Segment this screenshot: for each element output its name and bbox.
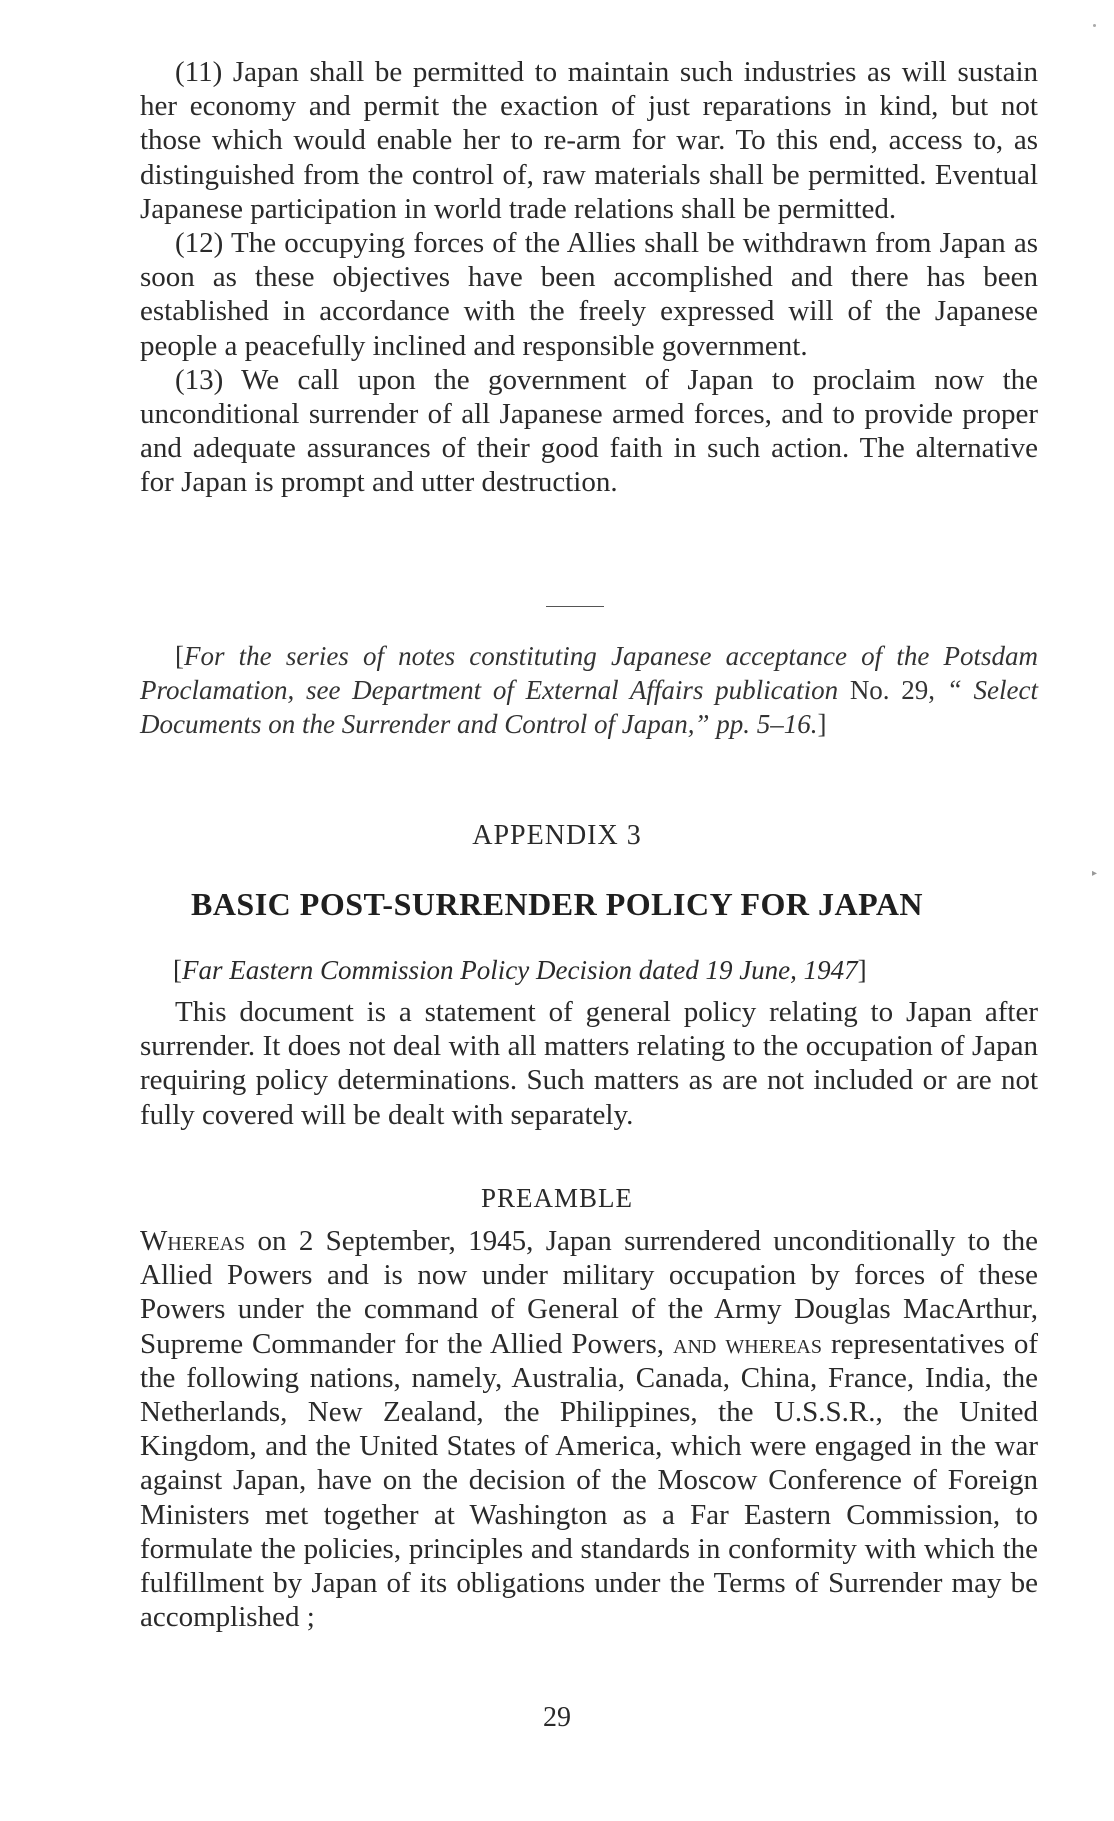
- preamble-paragraph: [140, 1224, 1038, 1634]
- appendix-label: APPENDIX 3: [472, 820, 642, 851]
- preamble-text-2: representatives of the following nations, namely, Australia, Canada, China, France, India, the Netherlands, New Zealand, the Philippines, the U.S.S.R., the United Kingdom, and the United States of America, which were engaged in the war against Japan, have on the decision of the Moscow Conference of Foreign Ministers met together at Washington as a Far Eastern Commission, to formulate the policies, principles and standards in conformity with which the fulfillment by Japan of its obligations under the Terms of Surrender may be accomplished ;: [140, 1327, 1038, 1634]
- intro-paragraph: This document is a statement of general policy relating to Japan after surrender. It does not deal with all matters relating to the occupation of Japan requiring policy determinations. Such matters as are not included or are not fully covered will be dealt with separately.: [140, 996, 1038, 1131]
- subtitle: [173, 955, 867, 986]
- paragraph-11: (11) Japan shall be permitted to maintain such industries as will sustain her economy and permit the exaction of just reparations in kind, but not those which would enable her to re-arm for war. To this end, access to, as distinguished from the control of, raw materials shall be permitted. Eventual Japanese participation in world trade relations shall be permitted.: [140, 56, 1038, 225]
- scan-speck: [1093, 24, 1096, 27]
- note-pages: pp. 5–16.: [716, 709, 818, 739]
- subtitle-text: Far Eastern Commission Policy Decision dated 19 June, 1947: [182, 955, 858, 985]
- subtitle-close-bracket: ]: [857, 955, 867, 985]
- potsdam-terms-continued: [140, 55, 1038, 500]
- page-number: 29: [543, 1702, 571, 1733]
- note-close-bracket: ]: [817, 709, 827, 739]
- preamble-heading: PREAMBLE: [480, 1183, 634, 1213]
- and-whereas: and whereas: [673, 1327, 822, 1360]
- note-text-b: “ Select Documents on the Surrender and Control of Japan,”: [140, 675, 1038, 739]
- section-divider: [546, 606, 604, 607]
- preamble-block: [140, 1224, 1038, 1634]
- margin-mark: ▸: [1092, 868, 1098, 879]
- note-publication-number: No. 29,: [849, 675, 936, 705]
- editorial-note: [140, 639, 1038, 741]
- paragraph-12: (12) The occupying forces of the Allies shall be withdrawn from Japan as soon as these objectives have been accomplished and there has been established in accordance with the freely expressed will of the Japanese people a peacefully inclined and responsible government.: [140, 227, 1038, 362]
- intro-block: [140, 995, 1038, 1132]
- whereas-lead: Whereas: [140, 1225, 246, 1257]
- paragraph-13: (13) We call upon the government of Japan to proclaim now the unconditional surrender of all Japanese armed forces, and to provide proper and adequate assurances of their good faith in such action. The alternative for Japan is prompt and utter destruction.: [140, 363, 1038, 499]
- page-title: BASIC POST-SURRENDER POLICY FOR JAPAN: [190, 886, 924, 922]
- note-text-a: For the series of notes constituting Japanese acceptance of the Potsdam Proclamation, see Department of External Affairs publication: [140, 641, 1038, 705]
- note-open-bracket: [: [175, 641, 184, 671]
- preamble-text-1: on 2 September, 1945, Japan surrendered unconditionally to the Allied Powers and is now under military occupation by forces of these Powers under the command of General of the Army Douglas MacArthur, Supreme Commander for the Allied Powers,: [140, 1225, 1038, 1360]
- subtitle-open-bracket: [: [173, 955, 182, 985]
